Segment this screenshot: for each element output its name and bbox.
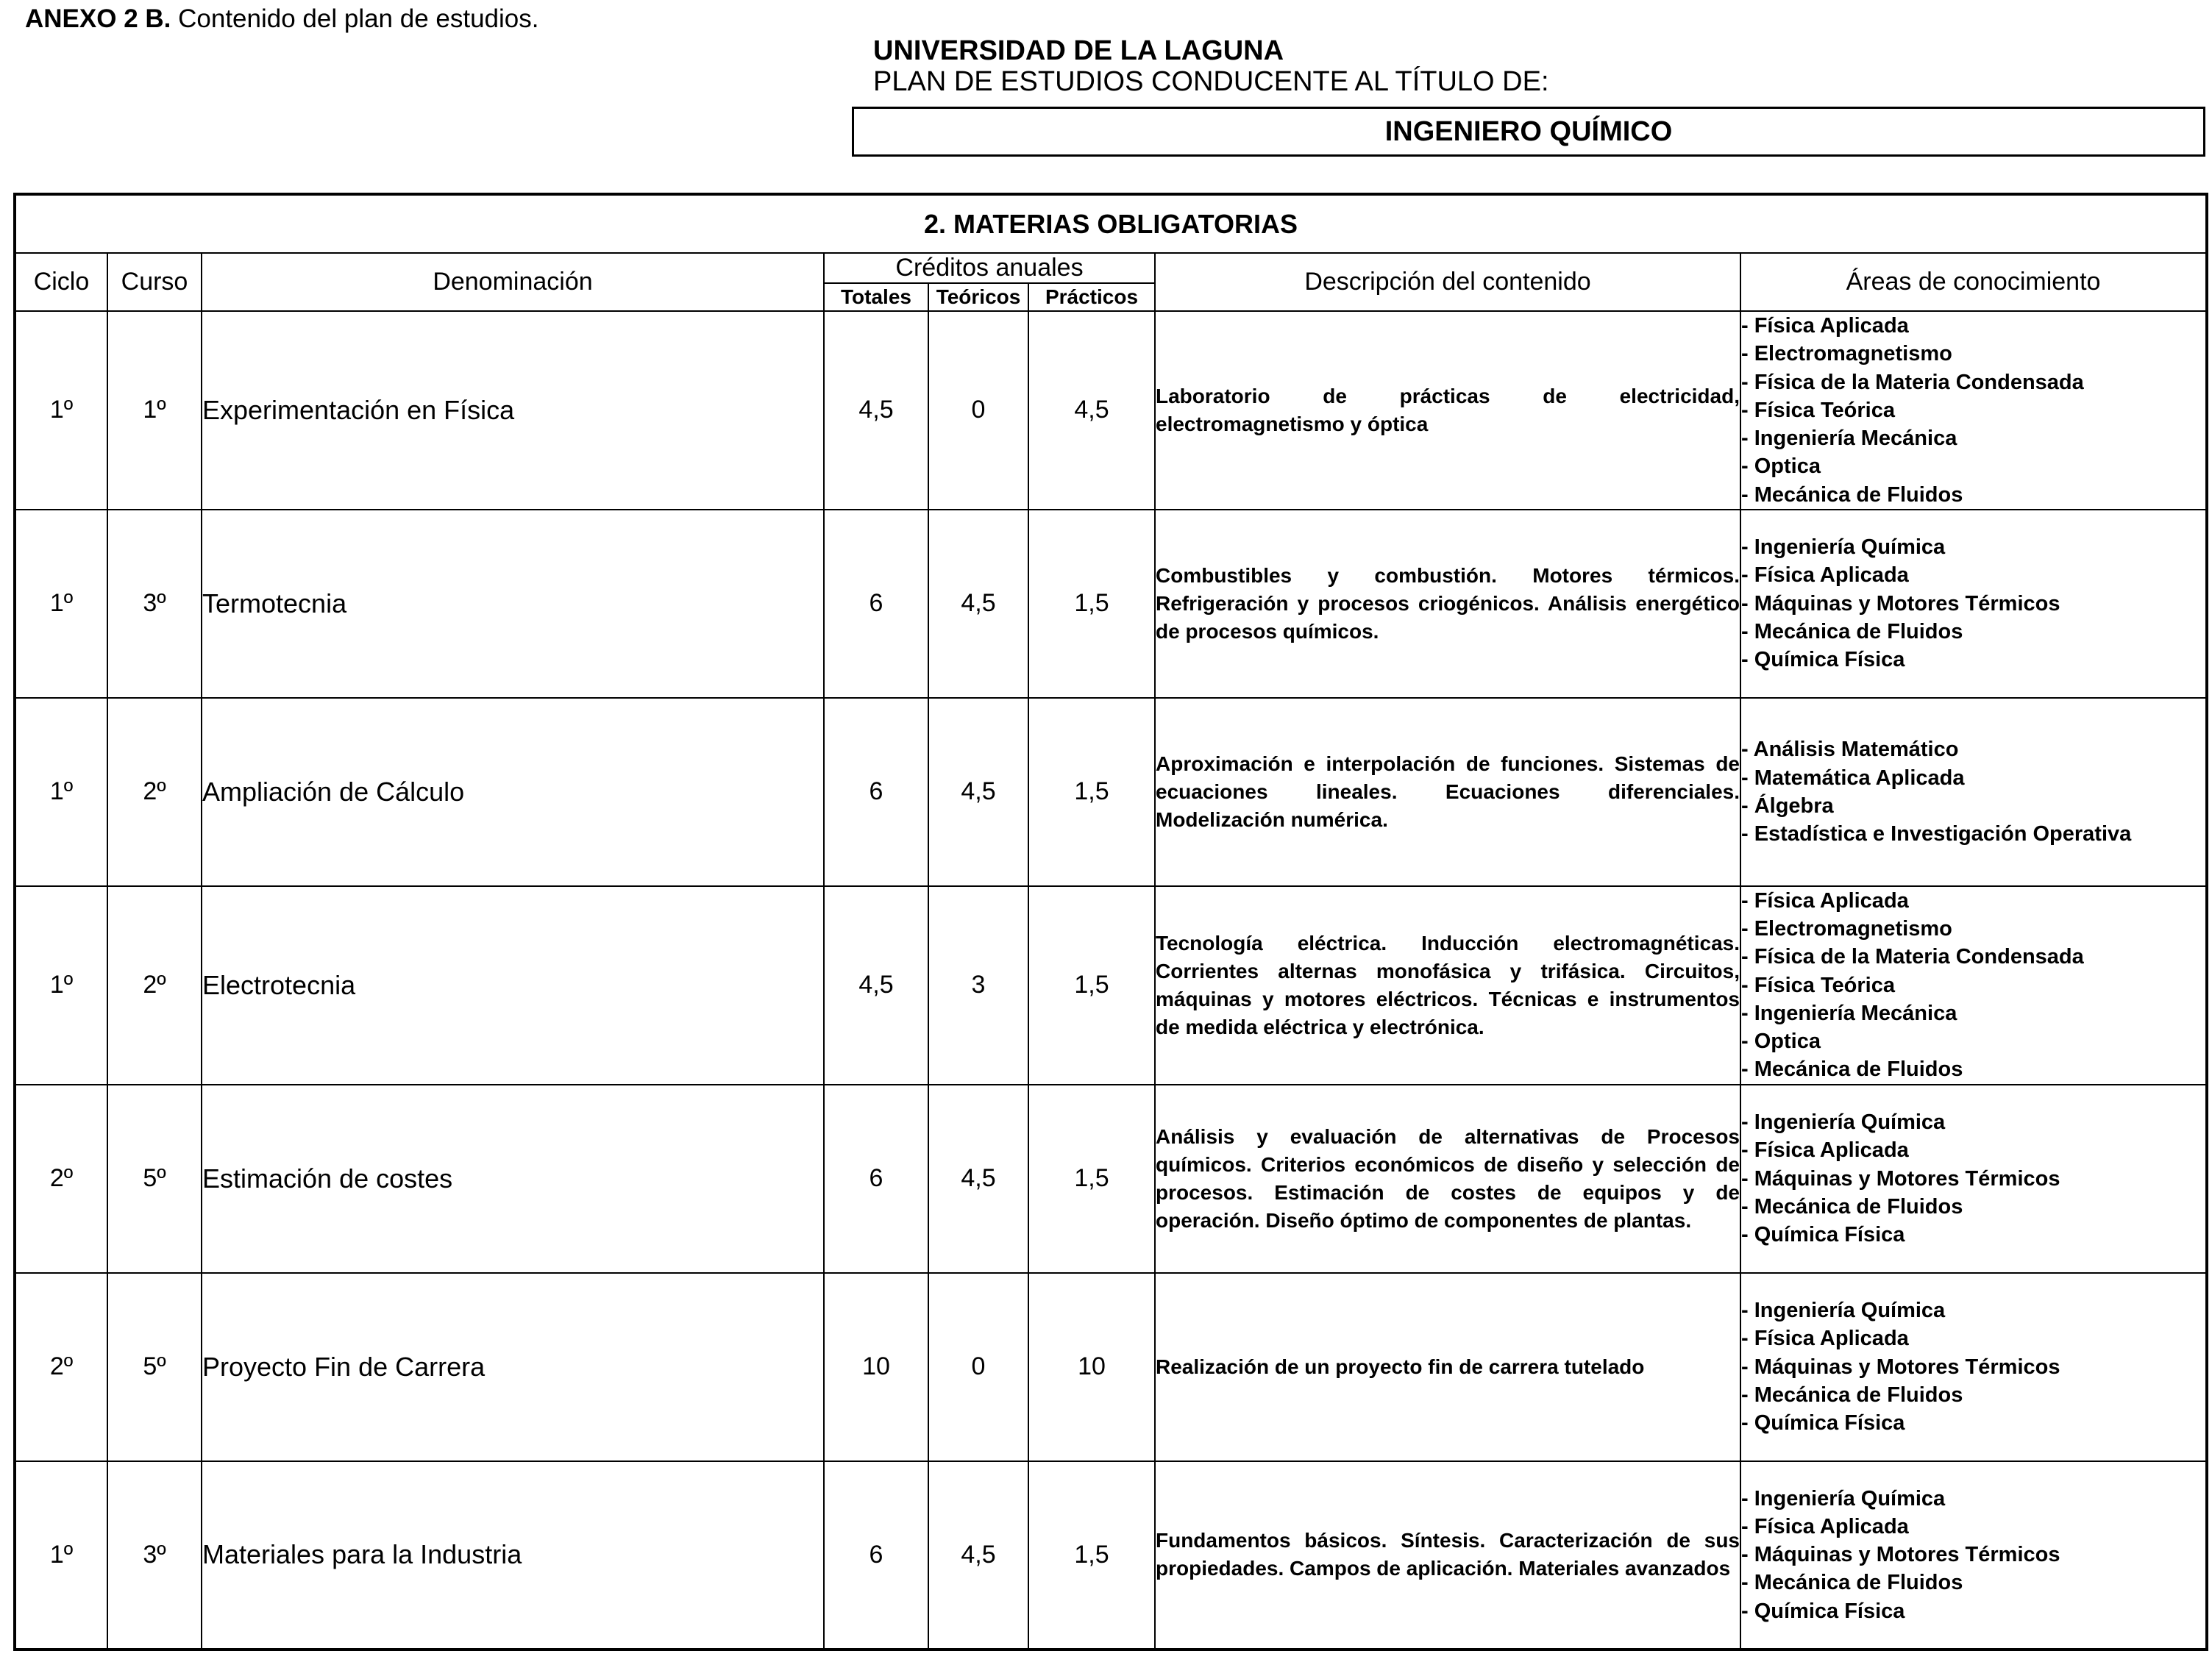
curso-cell: 2º [107,698,202,886]
areas-cell [1740,311,2207,510]
area-item: - Mecánica de Fluidos [1741,482,1963,507]
area-item: - Ingeniería Mecánica [1741,427,1957,451]
area-item: - Mecánica de Fluidos [1741,1194,1963,1219]
plan-line: PLAN DE ESTUDIOS CONDUCENTE AL TÍTULO DE: [873,66,1549,97]
area-item: - Ingeniería Mecánica [1741,1001,1957,1025]
col-header-practicos: Prácticos [1028,283,1155,311]
descripcion-cell: Fundamentos básicos. Síntesis. Caracterización de sus propiedades. Campos de aplicación. Materiales avanzados [1155,1461,1740,1649]
curso-cell: 1º [107,311,202,510]
degree-title-box [852,107,2205,157]
area-item: - Máquinas y Motores Térmicos [1741,1166,2060,1191]
curso-cell: 2º [107,886,202,1085]
denominacion-cell: Experimentación en Física [202,311,824,510]
ciclo-cell: 1º [15,510,107,698]
area-item: - Química Física [1741,648,1905,672]
practicos-cell: 10 [1028,1273,1155,1461]
col-header-ciclo: Ciclo [15,253,107,311]
curso-cell: 5º [107,1273,202,1461]
teoricos-cell: 0 [928,1273,1028,1461]
area-item: - Máquinas y Motores Térmicos [1741,1543,2060,1567]
table-row [15,311,2207,510]
teoricos-cell: 4,5 [928,1461,1028,1649]
area-item: - Álgebra [1741,793,1834,818]
ciclo-cell: 1º [15,311,107,510]
annex-text: Contenido del plan de estudios. [178,4,539,33]
totales-cell: 10 [824,1273,928,1461]
area-item: - Química Física [1741,1599,1905,1623]
area-item: - Electromagnetismo [1741,917,1952,941]
area-item: - Ingeniería Química [1741,1299,1946,1323]
col-header-teoricos: Teóricos [928,283,1028,311]
area-item: - Mecánica de Fluidos [1741,1383,1963,1407]
area-item: - Física Aplicada [1741,314,1909,338]
col-header-areas: Áreas de conocimiento [1740,253,2207,311]
denominacion-cell: Materiales para la Industria [202,1461,824,1649]
table-row [15,698,2207,886]
teoricos-cell: 4,5 [928,510,1028,698]
area-item: - Electromagnetismo [1741,342,1952,366]
area-item: - Optica [1741,1030,1821,1054]
ciclo-cell: 1º [15,698,107,886]
areas-cell [1740,510,2207,698]
practicos-cell: 1,5 [1028,886,1155,1085]
descripcion-cell: Laboratorio de prácticas de electricidad, electromagnetismo y óptica [1155,311,1740,510]
ciclo-cell: 2º [15,1273,107,1461]
area-item: - Ingeniería Química [1741,535,1946,560]
teoricos-cell: 0 [928,311,1028,510]
degree-title: INGENIERO QUÍMICO [1384,115,1673,147]
annex-label: ANEXO 2 B. [25,4,171,33]
totales-cell: 4,5 [824,311,928,510]
area-item: - Física de la Materia Condensada [1741,945,2084,969]
denominacion-cell: Termotecnia [202,510,824,698]
descripcion-cell: Aproximación e interpolación de funciones. Sistemas de ecuaciones lineales. Ecuaciones diferenciales. Modelización numérica. [1155,698,1740,886]
table-row [15,886,2207,1085]
totales-cell: 4,5 [824,886,928,1085]
annex-heading [25,4,538,34]
denominacion-cell: Proyecto Fin de Carrera [202,1273,824,1461]
area-item: - Matemática Aplicada [1741,766,1965,790]
totales-cell: 6 [824,1461,928,1649]
teoricos-cell: 4,5 [928,698,1028,886]
col-header-totales: Totales [824,283,928,311]
descripcion-cell: Combustibles y combustión. Motores térmicos. Refrigeración y procesos criogénicos. Análisis energético de procesos químicos. [1155,510,1740,698]
area-item: - Mecánica de Fluidos [1741,619,1963,643]
area-item: - Análisis Matemático [1741,738,1959,762]
totales-cell: 6 [824,510,928,698]
area-item: - Física Teórica [1741,398,1895,422]
area-item: - Física Aplicada [1741,1138,1909,1163]
area-item: - Física Aplicada [1741,563,1909,588]
denominacion-cell: Electrotecnia [202,886,824,1085]
table-row [15,1085,2207,1273]
totales-cell: 6 [824,698,928,886]
area-item: - Ingeniería Química [1741,1110,1946,1135]
area-item: - Optica [1741,454,1821,479]
area-item: - Física Aplicada [1741,1327,1909,1351]
descripcion-cell: Tecnología eléctrica. Inducción electromagnéticas. Corrientes alternas monofásica y trifásica. Circuitos, máquinas y motores eléctricos. Técnicas e instrumentos de medida eléctrica y electrónica. [1155,886,1740,1085]
section-title: 2. MATERIAS OBLIGATORIAS [15,194,2207,253]
ciclo-cell: 1º [15,886,107,1085]
table-body [15,311,2207,1649]
table-row [15,510,2207,698]
areas-cell [1740,1273,2207,1461]
curso-cell: 5º [107,1085,202,1273]
areas-cell [1740,1461,2207,1649]
denominacion-cell: Ampliación de Cálculo [202,698,824,886]
curso-cell: 3º [107,510,202,698]
ciclo-cell: 2º [15,1085,107,1273]
areas-cell [1740,1085,2207,1273]
area-item: - Física Aplicada [1741,1514,1909,1538]
university-name: UNIVERSIDAD DE LA LAGUNA [873,35,1284,66]
practicos-cell: 1,5 [1028,1085,1155,1273]
table-row [15,1461,2207,1649]
col-header-curso: Curso [107,253,202,311]
col-header-denominacion: Denominación [202,253,824,311]
totales-cell: 6 [824,1085,928,1273]
area-item: - Química Física [1741,1223,1905,1247]
practicos-cell: 4,5 [1028,311,1155,510]
teoricos-cell: 3 [928,886,1028,1085]
area-item: - Física de la Materia Condensada [1741,370,2084,394]
area-item: - Máquinas y Motores Térmicos [1741,1355,2060,1379]
area-item: - Máquinas y Motores Térmicos [1741,591,2060,616]
col-header-creditos: Créditos anuales [824,253,1155,283]
teoricos-cell: 4,5 [928,1085,1028,1273]
area-item: - Mecánica de Fluidos [1741,1571,1963,1595]
areas-cell [1740,886,2207,1085]
practicos-cell: 1,5 [1028,510,1155,698]
subjects-table [13,193,2208,1651]
area-item: - Física Aplicada [1741,888,1909,913]
descripcion-cell: Realización de un proyecto fin de carrera tutelado [1155,1273,1740,1461]
col-header-descripcion: Descripción del contenido [1155,253,1740,311]
curso-cell: 3º [107,1461,202,1649]
area-item: - Estadística e Investigación Operativa [1741,822,2132,846]
descripcion-cell: Análisis y evaluación de alternativas de Procesos químicos. Criterios económicos de diseño y selección de procesos. Estimación de costes de equipos y de operación. Diseño óptimo de componentes de plantas. [1155,1085,1740,1273]
areas-cell [1740,698,2207,886]
area-item: - Física Teórica [1741,973,1895,997]
practicos-cell: 1,5 [1028,698,1155,886]
ciclo-cell: 1º [15,1461,107,1649]
denominacion-cell: Estimación de costes [202,1085,824,1273]
area-item: - Ingeniería Química [1741,1486,1946,1511]
table-row [15,1273,2207,1461]
area-item: - Química Física [1741,1411,1905,1435]
area-item: - Mecánica de Fluidos [1741,1058,1963,1082]
practicos-cell: 1,5 [1028,1461,1155,1649]
